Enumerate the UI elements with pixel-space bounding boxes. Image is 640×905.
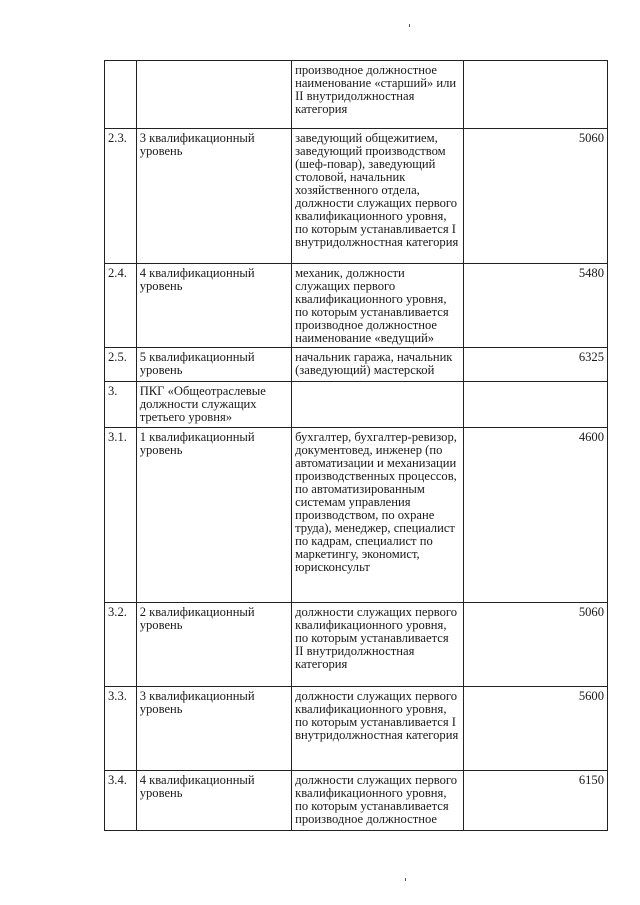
table-row bbox=[105, 771, 608, 831]
row-number bbox=[105, 61, 137, 129]
qualification-level: 5 квалификационный уровень bbox=[136, 348, 291, 382]
row-number: 2.5. bbox=[105, 348, 137, 382]
salary-value: 5600 bbox=[463, 687, 607, 771]
row-number: 3.2. bbox=[105, 603, 137, 687]
qualification-level bbox=[136, 61, 291, 129]
positions-list: механик, должности служащих первого квалификационного уровня, по которым устанавливается производное должностное наименование «ведущий» bbox=[292, 264, 464, 348]
positions-list: бухгалтер, бухгалтер-ревизор, документовед, инженер (по автоматизации и механизации производственных процессов, по автоматизированным системам управления производством, по охране труда), менеджер, специалист по кадрам, специалист по маркетингу, экономист, юрисконсульт bbox=[292, 428, 464, 603]
positions-list: начальник гаража, начальник (заведующий) мастерской bbox=[292, 348, 464, 382]
salary-value: 4600 bbox=[463, 428, 607, 603]
positions-list: должности служащих первого квалификационного уровня, по которым устанавливается II внутридолжностная категория bbox=[292, 603, 464, 687]
positions-list bbox=[292, 382, 464, 428]
positions-list: заведующий общежитием, заведующий производством (шеф-повар), заведующий столовой, начальник хозяйственного отдела, должности служащих первого квалификационного уровня, по которым устанавливается I внутридолжностная категория bbox=[292, 129, 464, 264]
salary-value bbox=[463, 382, 607, 428]
positions-list: должности служащих первого квалификационного уровня, по которым устанавливается I внутридолжностная категория bbox=[292, 687, 464, 771]
qualification-level: 2 квалификационный уровень bbox=[136, 603, 291, 687]
row-number: 2.4. bbox=[105, 264, 137, 348]
salary-value: 5480 bbox=[463, 264, 607, 348]
row-number: 3.1. bbox=[105, 428, 137, 603]
table-row bbox=[105, 264, 608, 348]
salary-table bbox=[104, 60, 608, 831]
qualification-level: 4 квалификационный уровень bbox=[136, 771, 291, 831]
row-number: 3.3. bbox=[105, 687, 137, 771]
row-number: 3.4. bbox=[105, 771, 137, 831]
table-row bbox=[105, 428, 608, 603]
salary-value: 6150 bbox=[463, 771, 607, 831]
scan-mark-top bbox=[409, 24, 410, 27]
table-row bbox=[105, 129, 608, 264]
pkg-group-title: ПКГ «Общеотраслевые должности служащих третьего уровня» bbox=[136, 382, 291, 428]
table-row bbox=[105, 687, 608, 771]
table-row bbox=[105, 61, 608, 129]
positions-list: должности служащих первого квалификационного уровня, по которым устанавливается производное должностное bbox=[292, 771, 464, 831]
qualification-level: 3 квалификационный уровень bbox=[136, 687, 291, 771]
salary-value: 6325 bbox=[463, 348, 607, 382]
row-number: 2.3. bbox=[105, 129, 137, 264]
salary-value: 5060 bbox=[463, 603, 607, 687]
scan-mark-bottom bbox=[405, 878, 406, 881]
qualification-level: 3 квалификационный уровень bbox=[136, 129, 291, 264]
qualification-level: 1 квалификационный уровень bbox=[136, 428, 291, 603]
table-row bbox=[105, 348, 608, 382]
table-row bbox=[105, 603, 608, 687]
table-row bbox=[105, 382, 608, 428]
positions-list: производное должностное наименование «старший» или II внутридолжностная категория bbox=[292, 61, 464, 129]
salary-value bbox=[463, 61, 607, 129]
qualification-level: 4 квалификационный уровень bbox=[136, 264, 291, 348]
row-number: 3. bbox=[105, 382, 137, 428]
salary-value: 5060 bbox=[463, 129, 607, 264]
